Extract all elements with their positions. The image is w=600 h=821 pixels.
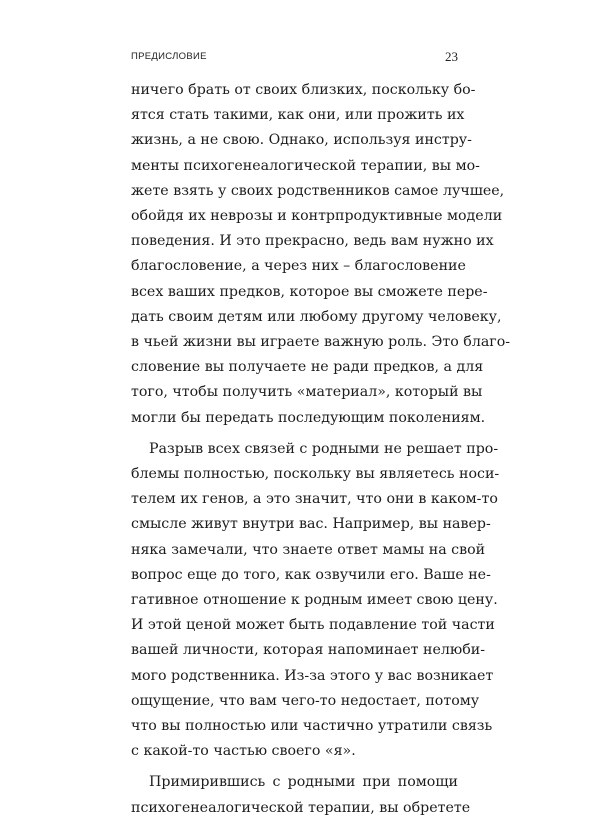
text-line: обойдя их неврозы и контрпродуктивные модели xyxy=(131,208,503,225)
text-line: вопрос еще до того, как озвучили его. Ваше не- xyxy=(131,566,491,583)
text-line: поведения. И это прекрасно, ведь вам нужно их xyxy=(131,233,494,250)
text-line: ятся стать такими, как они, или прожить их xyxy=(131,107,465,124)
text-line: телем их генов, а это значит, что они в каком-то xyxy=(131,491,498,508)
text-line: в чьей жизни вы играете важную роль. Это благо- xyxy=(131,334,511,351)
text-line: мого родственника. Из-за этого у вас возникает xyxy=(131,667,494,684)
page-number: 23 xyxy=(445,49,458,64)
text-line: И этой ценой может быть подавление той части xyxy=(131,617,495,634)
text-line: благословение, а через них – благословение xyxy=(131,258,466,275)
text-line: жизнь, а не свою. Однако, используя инстру- xyxy=(131,132,472,149)
text-line: ощущение, что вам чего-то недостает, потому xyxy=(131,692,480,709)
text-line: могли бы передать последующим поколениям. xyxy=(131,409,486,426)
running-head xyxy=(131,51,458,69)
running-title: ПРЕДИСЛОВИЕ xyxy=(131,51,207,62)
text-line: жете взять у своих родственников самое лучшее, xyxy=(131,182,505,199)
text-line: дать своим детям или любому другому человеку, xyxy=(131,308,502,325)
text-line: вашей личности, которая напоминает нелюби- xyxy=(131,642,485,659)
text-line: всех ваших предков, которое вы сможете пере- xyxy=(131,283,488,300)
text-line: с какой-то частью своего «я». xyxy=(131,743,356,760)
text-line: того, чтобы получить «материал», который вы xyxy=(131,384,483,401)
text-line: няка замечали, что знаете ответ мамы на свой xyxy=(131,541,486,558)
text-line: менты психогенеалогической терапии, вы мо- xyxy=(131,157,480,174)
paragraph-3 xyxy=(131,770,471,820)
paragraph-1 xyxy=(131,78,511,431)
text-line: психогенеалогической терапии, вы обретете xyxy=(131,799,471,816)
text-line: что вы полностью или частично утратили связь xyxy=(131,718,493,735)
text-line: ничего брать от своих близких, поскольку бо- xyxy=(131,82,476,98)
text-line: Разрыв всех связей с родными не решает про- xyxy=(149,440,499,457)
text-line: словение вы получаете не ради предков, а для xyxy=(131,359,484,376)
paragraph-2 xyxy=(131,437,500,765)
body-text xyxy=(131,78,511,821)
text-line: смысле живут внутри вас. Например, вы навер- xyxy=(131,516,491,533)
text-line: Примирившись с родными при помощи xyxy=(149,774,458,791)
text-line: блемы полностью, поскольку вы являетесь носи- xyxy=(131,466,500,483)
text-line: гативное отношение к родным имеет свою цену. xyxy=(131,592,498,609)
